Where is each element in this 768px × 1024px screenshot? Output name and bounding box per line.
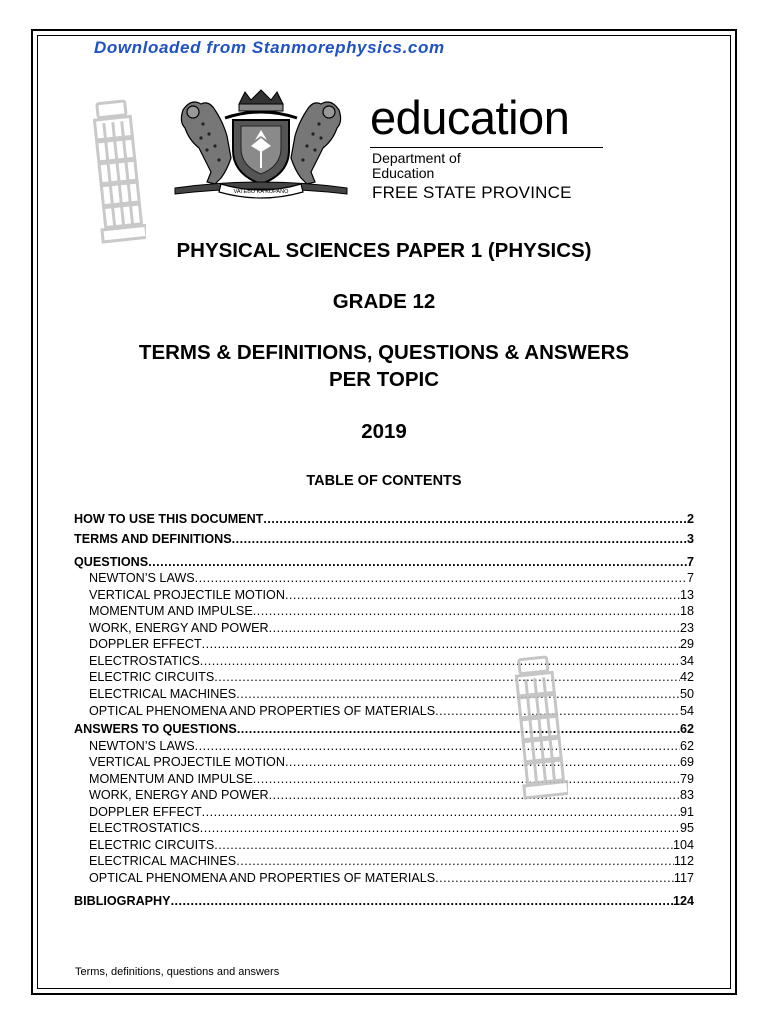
toc-subsection-entry <box>74 836 694 853</box>
toc-dot-leader <box>269 620 680 636</box>
toc-dot-leader <box>263 511 687 527</box>
toc-subsection-entry <box>74 619 694 636</box>
subtitle-line-1: TERMS & DEFINITIONS, QUESTIONS & ANSWERS <box>138 341 630 364</box>
toc-section-entry <box>74 510 694 527</box>
toc-subsection-entry <box>74 652 694 669</box>
toc-page-number: 54 <box>679 703 694 718</box>
toc-page-number: 29 <box>679 637 694 652</box>
toc-dot-leader <box>200 653 680 669</box>
toc-entry-label: QUESTIONS <box>74 554 149 569</box>
province-name: FREE STATE PROVINCE <box>372 183 572 202</box>
toc-subsection-entry <box>74 636 694 653</box>
toc-entry-label: HOW TO USE THIS DOCUMENT <box>74 511 264 526</box>
toc-entry-label: BIBLIOGRAPHY <box>74 893 171 908</box>
toc-dot-leader <box>285 754 680 770</box>
toc-subsection-entry <box>74 669 694 686</box>
logo-divider <box>370 147 603 148</box>
toc-dot-leader <box>171 893 673 909</box>
toc-entry-label: OPTICAL PHENOMENA AND PROPERTIES OF MATERIALS <box>89 871 436 886</box>
toc-dot-leader <box>202 636 680 652</box>
toc-page-number: 62 <box>679 738 694 753</box>
toc-dot-leader <box>237 721 680 737</box>
department-name: Department of Education <box>372 150 461 181</box>
toc-page-number: 3 <box>686 532 694 547</box>
toc-entry-label: WORK, ENERGY AND POWER <box>89 788 269 803</box>
toc-subsection-entry <box>74 820 694 837</box>
free-state-coat-of-arms-logo <box>165 88 357 200</box>
toc-subsection-entry <box>74 586 694 603</box>
toc-subsection-entry <box>74 770 694 787</box>
toc-entry-label: MOMENTUM AND IMPULSE <box>89 771 253 786</box>
page-footer: Terms, definitions, questions and answers <box>75 966 280 978</box>
toc-page-number: 117 <box>673 871 694 886</box>
toc-dot-leader <box>253 603 680 619</box>
toc-dot-leader <box>232 531 687 547</box>
leaning-tower-watermark-icon <box>90 98 146 246</box>
toc-page-number: 34 <box>679 653 694 668</box>
toc-section-entry <box>74 721 694 738</box>
toc-page-number: 23 <box>679 620 694 635</box>
toc-dot-leader <box>236 853 674 869</box>
toc-page-number: 42 <box>679 670 694 685</box>
toc-subsection-entry <box>74 702 694 719</box>
toc-entry-label: ELECTROSTATICS <box>89 653 200 668</box>
toc-section-entry <box>74 892 694 909</box>
toc-page-number: 95 <box>679 821 694 836</box>
toc-page-number: 91 <box>679 804 694 819</box>
toc-subsection-entry <box>74 737 694 754</box>
education-department-logo <box>370 91 572 202</box>
toc-subsection-entry <box>74 603 694 620</box>
toc-entry-label: TERMS AND DEFINITIONS <box>74 532 232 547</box>
education-wordmark: education <box>370 91 570 144</box>
document-title: PHYSICAL SCIENCES PAPER 1 (PHYSICS) <box>176 239 592 262</box>
toc-entry-label: ANSWERS TO QUESTIONS <box>74 722 237 737</box>
toc-dot-leader <box>214 669 680 685</box>
toc-page-number: 62 <box>679 722 694 737</box>
grade-title: GRADE 12 <box>332 290 436 313</box>
toc-page-number: 69 <box>679 755 694 770</box>
table-of-contents <box>74 510 694 909</box>
toc-page-number: 7 <box>686 554 694 569</box>
toc-subsection-entry <box>74 853 694 870</box>
toc-subsection-entry <box>74 803 694 820</box>
toc-entry-label: DOPPLER EFFECT <box>89 637 202 652</box>
toc-subsection-entry <box>74 685 694 702</box>
toc-entry-label: ELECTRIC CIRCUITS <box>89 837 215 852</box>
toc-dot-leader <box>195 570 687 586</box>
toc-dot-leader <box>202 804 680 820</box>
svg-text:VATEBO KA KOPANO: VATEBO KA KOPANO <box>233 189 289 195</box>
toc-page-number: 79 <box>679 771 694 786</box>
toc-section-entry <box>74 531 694 548</box>
toc-entry-label: ELECTRICAL MACHINES <box>89 854 237 869</box>
toc-dot-leader <box>236 686 680 702</box>
toc-dot-leader <box>195 738 680 754</box>
year-title: 2019 <box>361 420 407 443</box>
toc-entry-label: VERTICAL PROJECTILE MOTION <box>89 755 285 770</box>
toc-dot-leader <box>285 587 680 603</box>
toc-section-entry <box>74 553 694 570</box>
toc-entry-label: ELECTRICAL MACHINES <box>89 687 237 702</box>
toc-subsection-entry <box>74 787 694 804</box>
toc-entry-label: ELECTRIC CIRCUITS <box>89 670 215 685</box>
download-watermark-text: Downloaded from Stanmorephysics.com <box>94 38 445 57</box>
toc-dot-leader <box>148 554 687 570</box>
toc-page-number: 50 <box>679 687 694 702</box>
toc-page-number: 7 <box>686 571 694 586</box>
toc-dot-leader <box>214 837 673 853</box>
toc-dot-leader <box>269 787 680 803</box>
toc-subsection-entry <box>74 869 694 886</box>
toc-entry-label: NEWTON’S LAWS <box>89 738 195 753</box>
toc-entry-label: OPTICAL PHENOMENA AND PROPERTIES OF MATERIALS <box>89 703 436 718</box>
subtitle-line-2: PER TOPIC <box>328 368 440 391</box>
toc-entry-label: ELECTROSTATICS <box>89 821 200 836</box>
toc-dot-leader <box>253 771 680 787</box>
toc-subsection-entry <box>74 570 694 587</box>
toc-page-number: 112 <box>673 854 694 869</box>
toc-page-number: 83 <box>679 788 694 803</box>
leaning-tower-watermark-icon <box>512 654 568 804</box>
toc-entry-label: MOMENTUM AND IMPULSE <box>89 604 253 619</box>
toc-dot-leader <box>200 820 680 836</box>
toc-heading: TABLE OF CONTENTS <box>306 473 462 489</box>
toc-page-number: 104 <box>672 837 694 852</box>
toc-entry-label: VERTICAL PROJECTILE MOTION <box>89 587 285 602</box>
toc-page-number: 13 <box>679 587 694 602</box>
toc-entry-label: DOPPLER EFFECT <box>89 804 202 819</box>
toc-dot-leader <box>435 870 674 886</box>
toc-subsection-entry <box>74 754 694 771</box>
toc-page-number: 124 <box>672 893 694 908</box>
toc-page-number: 2 <box>686 511 694 526</box>
toc-entry-label: NEWTON’S LAWS <box>89 571 195 586</box>
toc-entry-label: WORK, ENERGY AND POWER <box>89 620 269 635</box>
toc-page-number: 18 <box>679 604 694 619</box>
